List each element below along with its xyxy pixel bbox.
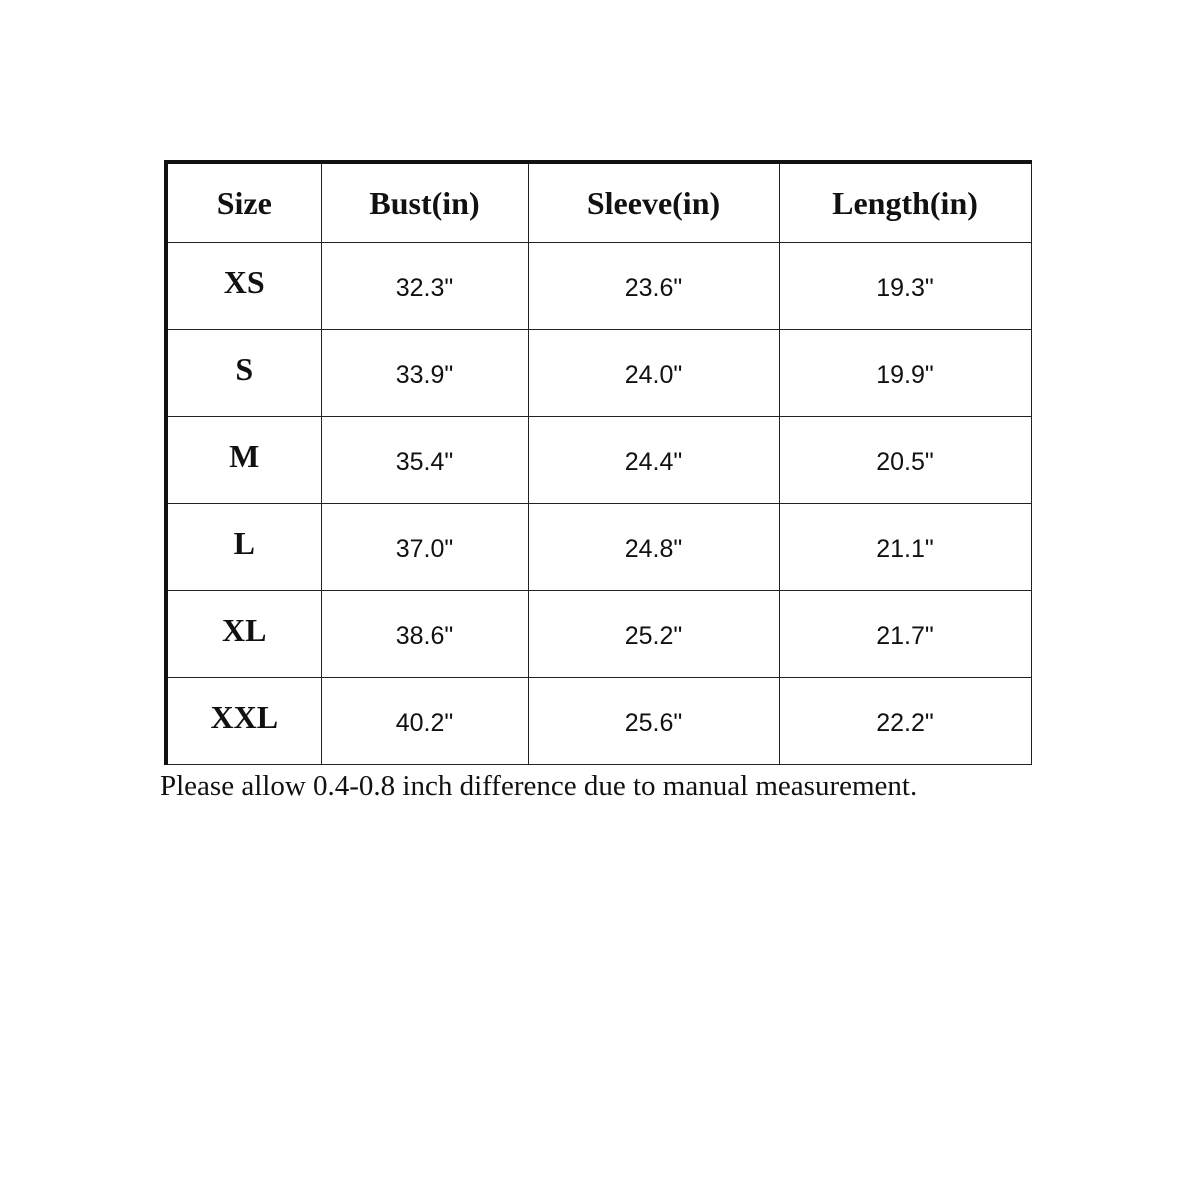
sleeve-cell: 23.6" [528, 243, 779, 330]
size-cell: M [166, 417, 321, 504]
header-length: Length(in) [779, 162, 1031, 243]
measurement-note: Please allow 0.4-0.8 inch difference due to manual measurement. [160, 770, 918, 802]
table-row [166, 330, 1031, 417]
table-row [166, 243, 1031, 330]
bust-cell: 35.4" [321, 417, 528, 504]
size-cell: XXL [166, 678, 321, 765]
header-row [166, 162, 1031, 243]
table-row [166, 678, 1031, 765]
length-cell: 20.5" [779, 417, 1031, 504]
length-cell: 21.1" [779, 504, 1031, 591]
size-cell: L [166, 504, 321, 591]
bust-cell: 38.6" [321, 591, 528, 678]
table-row [166, 504, 1031, 591]
bust-cell: 33.9" [321, 330, 528, 417]
sleeve-cell: 24.4" [528, 417, 779, 504]
size-cell: S [166, 330, 321, 417]
bust-cell: 32.3" [321, 243, 528, 330]
sleeve-cell: 25.6" [528, 678, 779, 765]
header-size: Size [166, 162, 321, 243]
sleeve-cell: 24.8" [528, 504, 779, 591]
size-chart-header [166, 162, 1031, 243]
length-cell: 19.9" [779, 330, 1031, 417]
size-chart-table [164, 160, 1032, 765]
length-cell: 19.3" [779, 243, 1031, 330]
table-row [166, 417, 1031, 504]
sleeve-cell: 24.0" [528, 330, 779, 417]
size-cell: XL [166, 591, 321, 678]
header-bust: Bust(in) [321, 162, 528, 243]
size-chart-body [166, 243, 1031, 765]
bust-cell: 37.0" [321, 504, 528, 591]
length-cell: 21.7" [779, 591, 1031, 678]
sleeve-cell: 25.2" [528, 591, 779, 678]
size-cell: XS [166, 243, 321, 330]
bust-cell: 40.2" [321, 678, 528, 765]
table-row [166, 591, 1031, 678]
header-sleeve: Sleeve(in) [528, 162, 779, 243]
length-cell: 22.2" [779, 678, 1031, 765]
